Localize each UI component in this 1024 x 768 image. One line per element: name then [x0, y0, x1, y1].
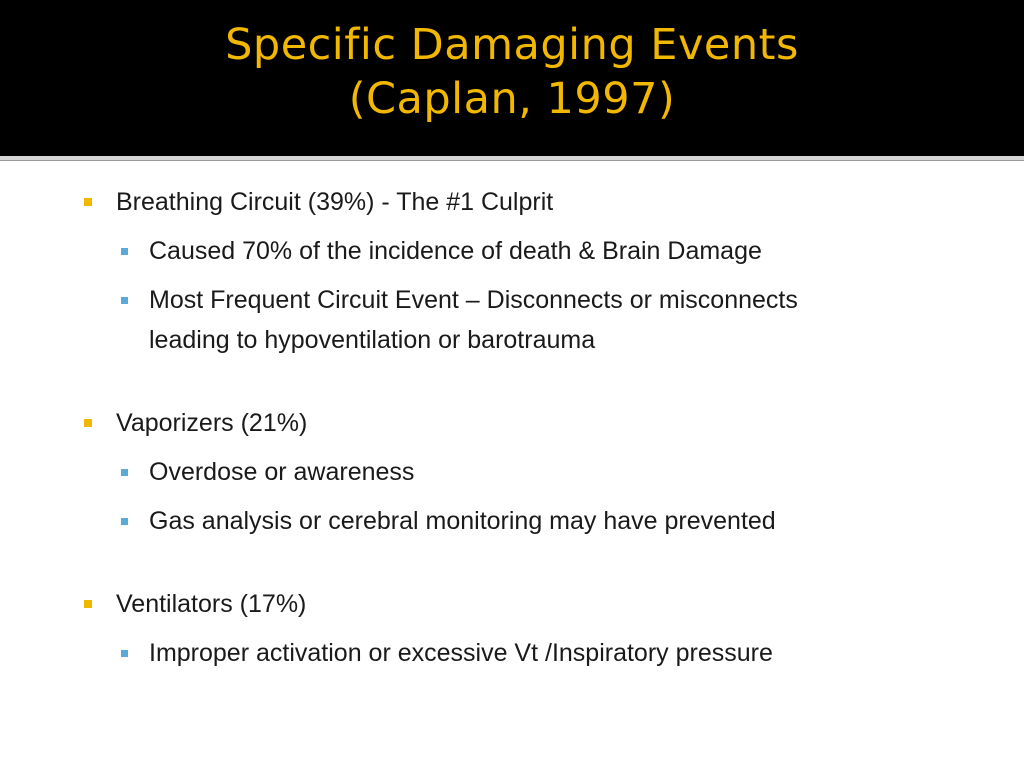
slide-title-line-2: (Caplan, 1997) — [348, 74, 676, 124]
sub-bullet-overdose: Overdose or awareness — [149, 458, 415, 486]
sub-bullet-marker-icon — [121, 518, 128, 525]
sub-bullet-circuit-event-line-2: leading to hypoventilation or barotrauma — [149, 326, 596, 354]
bullet-marker-icon — [84, 600, 92, 608]
bullet-marker-icon — [84, 198, 92, 206]
sub-bullet-gas-analysis: Gas analysis or cerebral monitoring may have prevented — [149, 507, 776, 535]
sub-bullet-marker-icon — [121, 650, 128, 657]
bullet-marker-icon — [84, 419, 92, 427]
sub-bullet-improper-activation: Improper activation or excessive Vt /Inspiratory pressure — [149, 639, 773, 667]
bullet-ventilators: Ventilators (17%) — [116, 590, 307, 618]
slide-title-line-1: Specific Damaging Events — [225, 20, 799, 70]
bullet-vaporizers: Vaporizers (21%) — [116, 409, 308, 437]
sub-bullet-marker-icon — [121, 248, 128, 255]
bullet-breathing-circuit: Breathing Circuit (39%) - The #1 Culprit — [116, 188, 554, 216]
sub-bullet-marker-icon — [121, 297, 128, 304]
sub-bullet-death-brain-damage: Caused 70% of the incidence of death & Brain Damage — [149, 237, 762, 265]
sub-bullet-circuit-event-line-1: Most Frequent Circuit Event – Disconnects or misconnects — [149, 286, 798, 314]
sub-bullet-marker-icon — [121, 469, 128, 476]
